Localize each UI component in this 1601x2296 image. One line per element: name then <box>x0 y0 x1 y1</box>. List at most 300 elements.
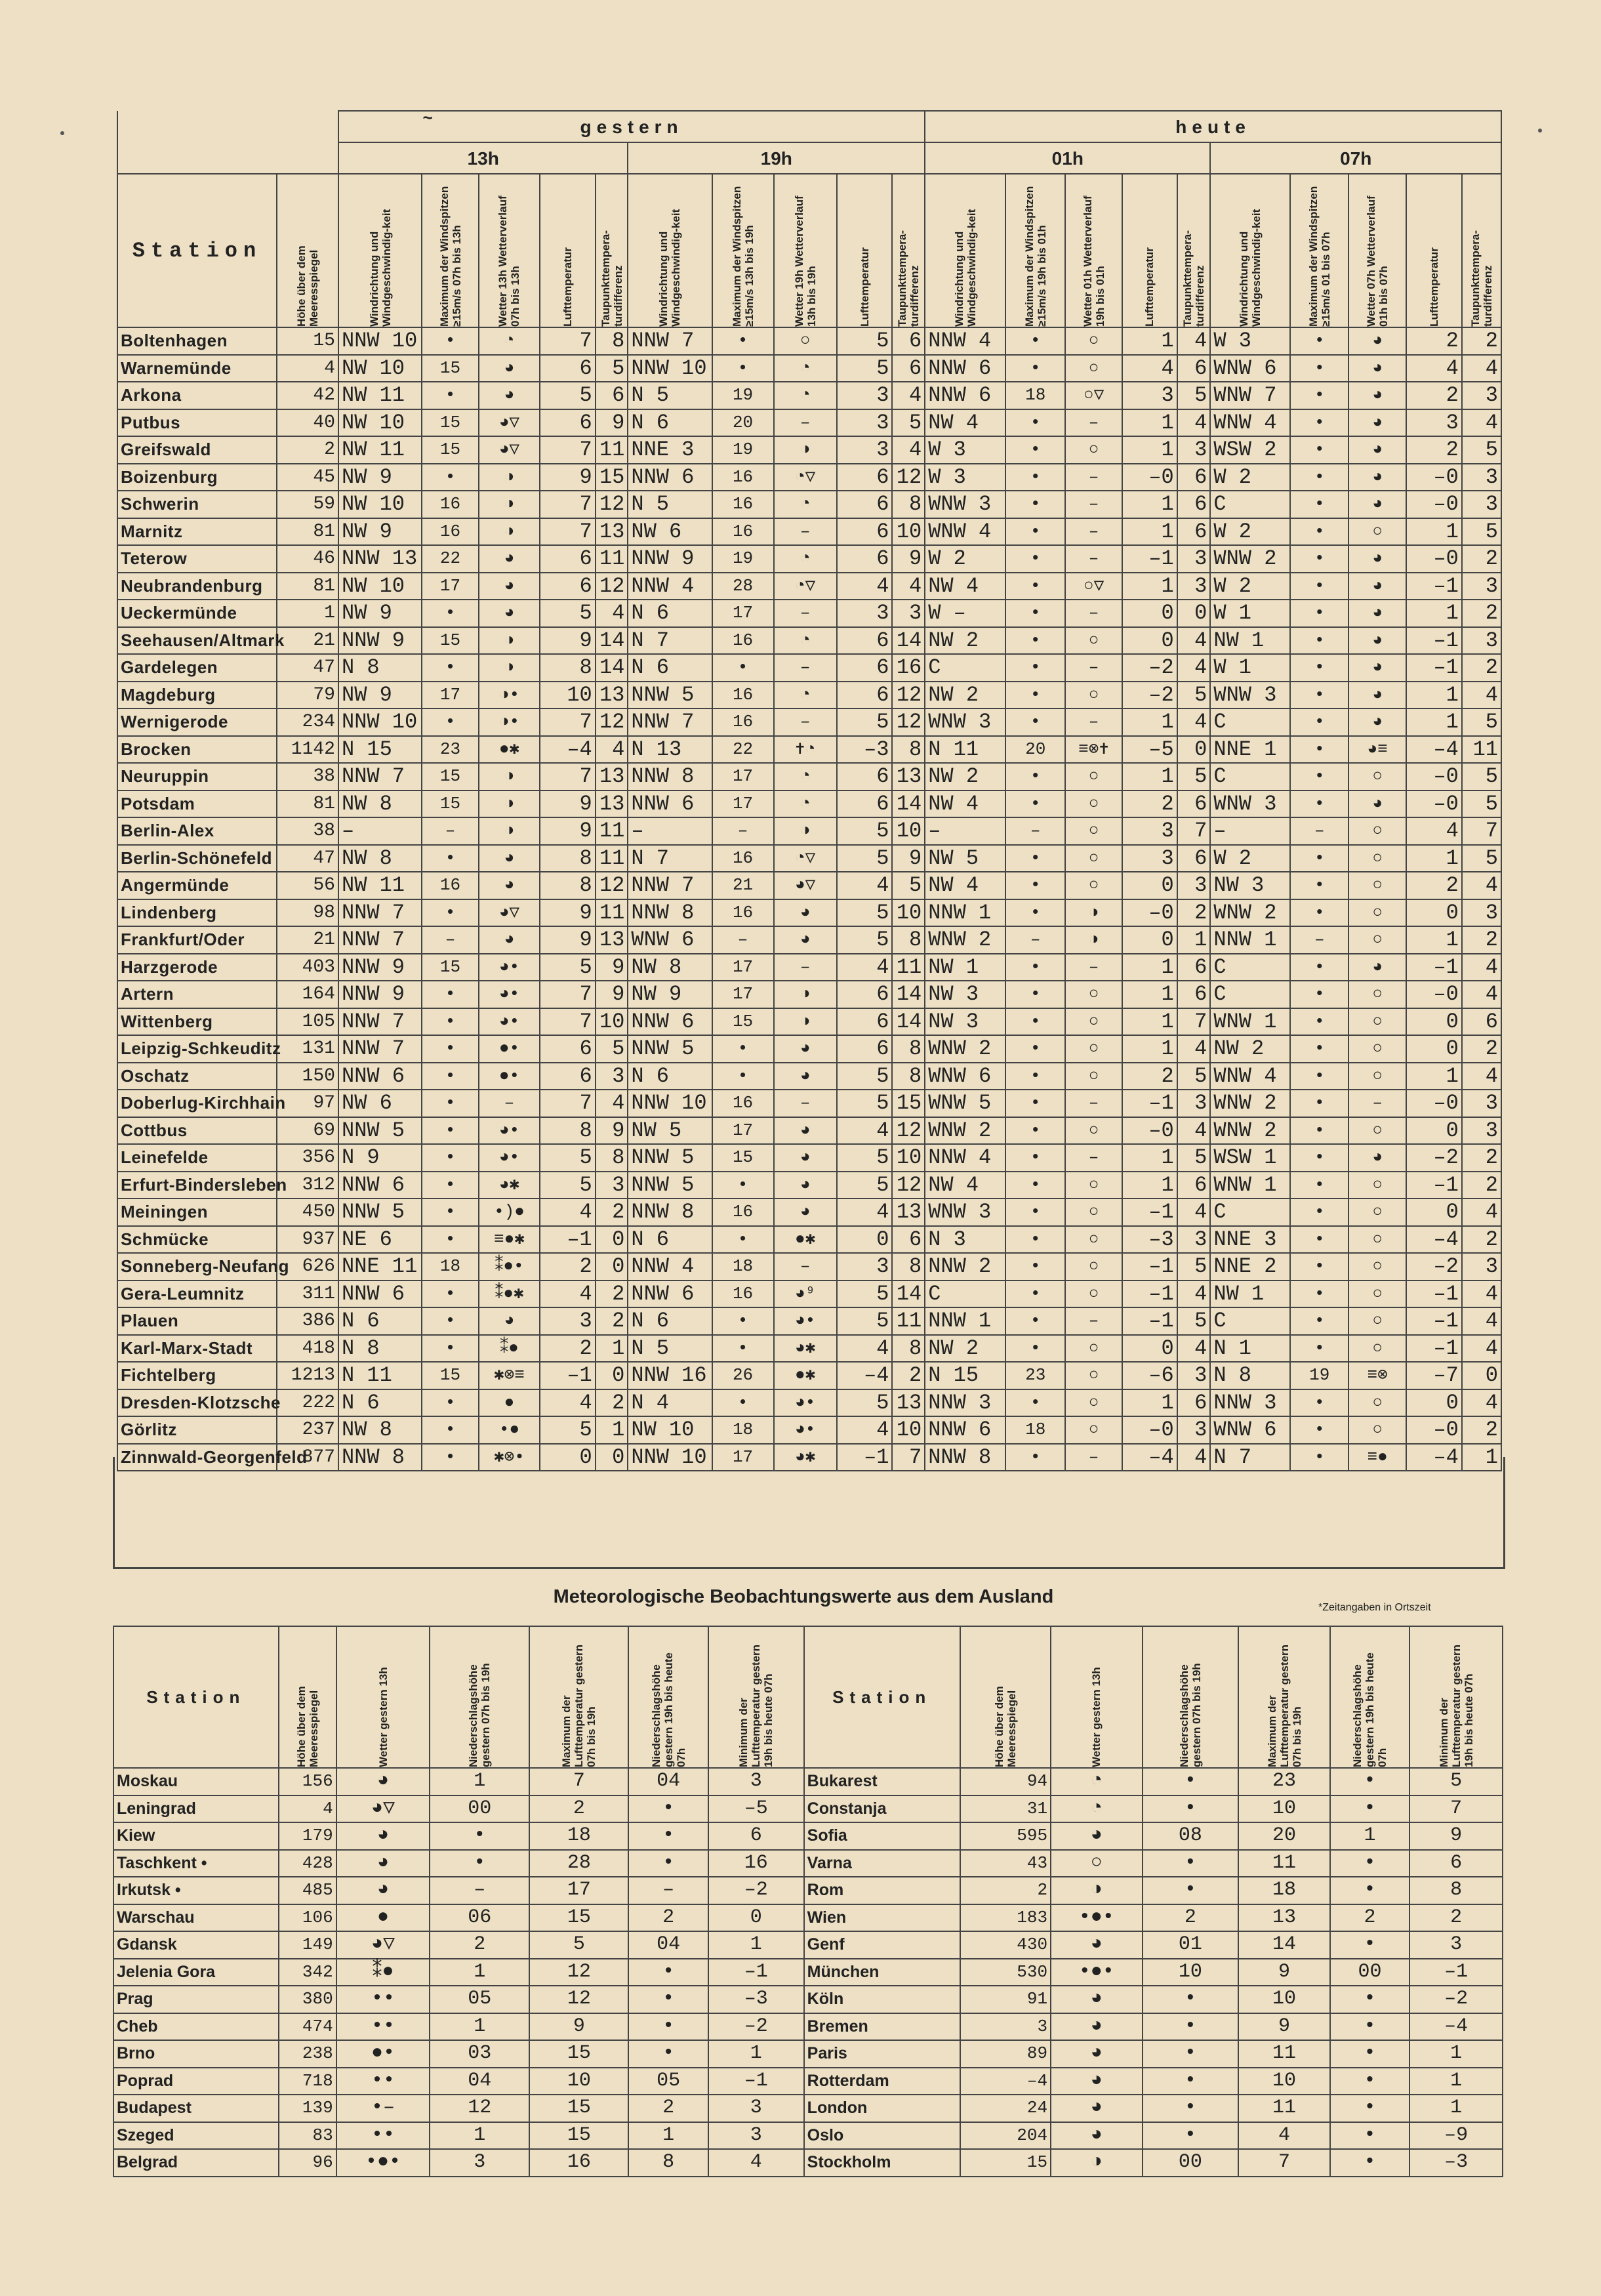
temp-cell: –0 <box>1122 1117 1177 1145</box>
dewpoint-cell: 0 <box>1177 736 1211 764</box>
ausland-precip: • <box>1143 1986 1239 2013</box>
ausland-precip: 08 <box>1143 1822 1239 1850</box>
gust-cell: • <box>1005 1063 1065 1090</box>
ausland-height: 4 <box>279 1795 336 1823</box>
weather-cell: ◕• <box>479 954 540 981</box>
dewpoint-cell: 7 <box>1462 817 1501 845</box>
weather-cell: ◕ <box>774 1117 837 1145</box>
gust-cell: • <box>422 600 479 627</box>
gust-cell: 19 <box>712 382 774 409</box>
gust-cell: • <box>1290 1035 1348 1063</box>
gust-cell: 21 <box>712 872 774 899</box>
station-height: 311 <box>277 1281 338 1308</box>
dewpoint-cell: 6 <box>1177 981 1211 1008</box>
ausland-precip: 10 <box>1143 1959 1239 1986</box>
ausland-precip: 00 <box>430 1795 529 1823</box>
ausland-height: 106 <box>279 1904 336 1932</box>
dewpoint-cell: 10 <box>892 1144 925 1172</box>
weather-cell: – <box>1065 518 1122 546</box>
dewpoint-cell: 14 <box>892 1008 925 1036</box>
ausland-min-temp: –2 <box>1409 1986 1503 2013</box>
dewpoint-cell: 11 <box>596 845 628 872</box>
ausland-precip-night: • <box>1330 1877 1410 1904</box>
temp-cell: 1 <box>1122 573 1177 600</box>
dewpoint-cell: 3 <box>1177 436 1211 464</box>
blank-area <box>113 1457 1505 1569</box>
ausland-station-name: Brno <box>113 2040 279 2068</box>
temp-cell: –1 <box>1406 627 1462 655</box>
ausland-precip-night: • <box>1330 2095 1410 2122</box>
station-height: 386 <box>277 1307 338 1335</box>
wind-cell: NNW 6 <box>925 1416 1005 1444</box>
wind-cell: N 7 <box>1210 1444 1290 1471</box>
ausland-precip-night: • <box>628 1822 708 1850</box>
station-name: Marnitz <box>117 518 277 546</box>
weather-cell: ◕ <box>479 355 540 382</box>
ausland-min-temp: 6 <box>708 1822 804 1850</box>
station-height: 1142 <box>277 736 338 764</box>
ausland-weather: •• <box>336 2068 430 2095</box>
temp-cell: 4 <box>837 573 893 600</box>
gust-cell: • <box>422 1444 479 1471</box>
gust-cell: 15 <box>422 790 479 818</box>
weather-cell: ◑ <box>479 763 540 790</box>
ausland-precip-night: • <box>1330 1850 1410 1877</box>
station-height: 40 <box>277 409 338 437</box>
ausland-height: 15 <box>960 2149 1051 2177</box>
station-height: 150 <box>277 1063 338 1090</box>
wind-cell: N 3 <box>925 1226 1005 1254</box>
gust-cell: • <box>1005 845 1065 872</box>
wind-cell: NW 1 <box>1210 627 1290 655</box>
wind-cell: NW 8 <box>338 1416 422 1444</box>
wind-cell: NNW 7 <box>338 899 422 927</box>
wind-cell: NNW 5 <box>628 1172 712 1199</box>
weather-cell: ⁑● <box>479 1335 540 1363</box>
temp-cell: –4 <box>837 1362 893 1389</box>
station-height: 356 <box>277 1144 338 1172</box>
dewpoint-cell: 6 <box>1177 845 1211 872</box>
dewpoint-cell: 2 <box>1462 1035 1501 1063</box>
temp-cell: –0 <box>1406 1090 1462 1117</box>
weather-cell: ○ <box>1065 627 1122 655</box>
table-row <box>117 790 1501 818</box>
gust-cell: 18 <box>712 1253 774 1281</box>
wind-cell: WNW 7 <box>1210 382 1290 409</box>
weather-cell: – <box>1065 600 1122 627</box>
dewpoint-cell: 4 <box>1462 1199 1501 1226</box>
temp-cell: –1 <box>1406 654 1462 682</box>
wind-cell: NW 2 <box>1210 1035 1290 1063</box>
col-header-wetter19: Wetter 19h Wetterverlauf 13h bis 19h <box>774 174 837 327</box>
ausland-max-temp: 7 <box>529 1768 628 1795</box>
gust-cell: • <box>712 1335 774 1363</box>
gust-cell: 16 <box>712 845 774 872</box>
table-row <box>117 491 1501 518</box>
gust-cell: • <box>1005 1335 1065 1363</box>
dewpoint-cell: 1 <box>1177 926 1211 954</box>
ausland-weather: ◕ <box>336 1768 430 1795</box>
ausland-max-temp: 5 <box>529 1931 628 1959</box>
station-height: 937 <box>277 1226 338 1254</box>
temp-cell: 3 <box>1122 845 1177 872</box>
station-height: 97 <box>277 1090 338 1117</box>
dewpoint-cell: 12 <box>892 1172 925 1199</box>
gust-cell: • <box>1290 355 1348 382</box>
gust-cell: • <box>1005 1307 1065 1335</box>
table-row <box>117 654 1501 682</box>
weather-cell: – <box>1065 954 1122 981</box>
station-name: Wittenberg <box>117 1008 277 1036</box>
temp-cell: –1 <box>1406 1281 1462 1308</box>
temp-cell: –0 <box>1122 464 1177 491</box>
gust-cell: • <box>1290 981 1348 1008</box>
table-row <box>113 1986 1503 2013</box>
temp-cell: –7 <box>1406 1362 1462 1389</box>
ausland-precip: 03 <box>430 2040 529 2068</box>
ausland-precip: • <box>1143 1850 1239 1877</box>
weather-cell: ○ <box>1348 1063 1406 1090</box>
weather-cell: ◕• <box>479 1008 540 1036</box>
table-row <box>117 1008 1501 1036</box>
ausland-station-name: Constanja <box>804 1795 960 1823</box>
ausland-max-temp: 9 <box>1238 2013 1329 2041</box>
temp-cell: 8 <box>540 654 596 682</box>
weather-cell: ●✱ <box>774 1226 837 1254</box>
station-height: 237 <box>277 1416 338 1444</box>
ausland-station-name: Oslo <box>804 2122 960 2150</box>
ausland-height: 31 <box>960 1795 1051 1823</box>
ausland-station-name: Köln <box>804 1986 960 2013</box>
dewpoint-cell: 4 <box>1462 409 1501 437</box>
weather-cell: ◕ <box>1348 682 1406 709</box>
weather-cell: ◕ <box>1348 436 1406 464</box>
ausland-min-temp: 3 <box>1409 1931 1503 1959</box>
wind-cell: N 9 <box>338 1144 422 1172</box>
gust-cell: • <box>1005 1281 1065 1308</box>
ausland-precip-night: • <box>628 2013 708 2041</box>
wind-cell: NNW 8 <box>628 899 712 927</box>
gust-cell: • <box>1005 708 1065 736</box>
gust-cell: • <box>1290 573 1348 600</box>
dewpoint-cell: 4 <box>1462 1281 1501 1308</box>
temp-cell: 5 <box>837 327 893 355</box>
wind-cell: N 7 <box>628 627 712 655</box>
dewpoint-cell: 12 <box>596 491 628 518</box>
wind-cell: W 3 <box>1210 327 1290 355</box>
wind-cell: C <box>1210 954 1290 981</box>
weather-cell: ◑ <box>774 1008 837 1036</box>
temp-cell: 5 <box>837 1281 893 1308</box>
wind-cell: NW 11 <box>338 436 422 464</box>
wind-cell: NNW 5 <box>628 1035 712 1063</box>
station-name: Gera-Leumnitz <box>117 1281 277 1308</box>
wind-cell: WSW 2 <box>1210 436 1290 464</box>
gestern-header: ~ gestern <box>338 111 925 142</box>
temp-cell: 1 <box>1122 981 1177 1008</box>
temp-cell: 1 <box>1122 1035 1177 1063</box>
gust-cell: 17 <box>422 682 479 709</box>
ausland-max-temp: 16 <box>529 2149 628 2177</box>
weather-cell: ○ <box>1348 1035 1406 1063</box>
table-row <box>117 627 1501 655</box>
gust-cell: 16 <box>712 708 774 736</box>
wind-cell: NNW 6 <box>338 1172 422 1199</box>
dewpoint-cell: 7 <box>1177 817 1211 845</box>
gust-cell: • <box>1290 545 1348 573</box>
weather-cell: ◔ <box>774 382 837 409</box>
heute-header: heute <box>925 111 1501 142</box>
ausland-title: Meteorologische Beobachtungswerte aus dem Ausland <box>553 1586 1054 1607</box>
temp-cell: 2 <box>540 1335 596 1363</box>
ausland-max-temp: 20 <box>1238 1822 1329 1850</box>
weather-cell: ○ <box>1065 327 1122 355</box>
table-row <box>113 1795 1503 1823</box>
station-height: 877 <box>277 1444 338 1471</box>
temp-cell: 5 <box>837 1172 893 1199</box>
weather-cell: ○ <box>1348 1307 1406 1335</box>
ausland-col-max: Maximum der Lufttemperatur gestern 07h bis 19h <box>1238 1626 1329 1768</box>
dewpoint-cell: 0 <box>596 1362 628 1389</box>
dewpoint-cell: 3 <box>1177 1090 1211 1117</box>
weather-cell: ◕• <box>479 981 540 1008</box>
table-row <box>117 899 1501 927</box>
weather-cell: – <box>1348 1090 1406 1117</box>
wind-cell: NW 2 <box>925 682 1005 709</box>
weather-cell: ○ <box>1065 682 1122 709</box>
temp-cell: –2 <box>1406 1144 1462 1172</box>
dewpoint-cell: 12 <box>892 464 925 491</box>
wind-cell: W – <box>925 600 1005 627</box>
wind-cell: NW 9 <box>338 600 422 627</box>
ausland-precip: – <box>430 1877 529 1904</box>
gust-cell: • <box>422 1335 479 1363</box>
gust-cell: 15 <box>422 436 479 464</box>
dewpoint-cell: 6 <box>596 382 628 409</box>
temp-cell: 5 <box>837 899 893 927</box>
ausland-height: 342 <box>279 1959 336 1986</box>
time-19h: 19h <box>628 142 925 174</box>
wind-cell: NNW 9 <box>628 545 712 573</box>
wind-cell: WNW 3 <box>925 1199 1005 1226</box>
dewpoint-cell: 4 <box>1177 654 1211 682</box>
table-row <box>113 2040 1503 2068</box>
ausland-weather: ◕ <box>1051 2040 1142 2068</box>
gust-cell: • <box>1005 464 1065 491</box>
temp-cell: –1 <box>1406 954 1462 981</box>
col-header-wind: Windrichtung und Windgeschwindig-keit <box>1210 174 1290 327</box>
gust-cell: 19 <box>712 436 774 464</box>
ausland-max-temp: 18 <box>1238 1877 1329 1904</box>
gust-cell: • <box>1290 1416 1348 1444</box>
ausland-weather: ◕ <box>336 1822 430 1850</box>
station-name: Frankfurt/Oder <box>117 926 277 954</box>
wind-cell: WNW 4 <box>1210 409 1290 437</box>
dewpoint-cell: 5 <box>1177 1144 1211 1172</box>
dewpoint-cell: 3 <box>1462 464 1501 491</box>
weather-cell: ◔▽ <box>774 845 837 872</box>
table-row <box>117 1335 1501 1363</box>
dewpoint-cell: 1 <box>1462 1444 1501 1471</box>
ausland-max-temp: 17 <box>529 1877 628 1904</box>
ausland-precip-night: • <box>628 1986 708 2013</box>
temp-cell: 2 <box>1122 790 1177 818</box>
temp-cell: 6 <box>540 1063 596 1090</box>
dewpoint-cell: 13 <box>892 1199 925 1226</box>
ausland-precip-night: • <box>1330 1768 1410 1795</box>
dewpoint-cell: 8 <box>892 736 925 764</box>
dewpoint-cell: 4 <box>596 736 628 764</box>
ausland-weather: •●• <box>1051 1904 1142 1932</box>
station-name: Zinnwald-Georgenfeld <box>117 1444 277 1471</box>
temp-cell: 9 <box>540 790 596 818</box>
ausland-table <box>113 1626 1503 2177</box>
ausland-precip: • <box>430 1850 529 1877</box>
gust-cell: • <box>712 1307 774 1335</box>
dewpoint-cell: 5 <box>892 409 925 437</box>
temp-cell: 7 <box>540 1008 596 1036</box>
table-row <box>117 1362 1501 1389</box>
weather-cell: – <box>774 1090 837 1117</box>
wind-cell: W 2 <box>1210 845 1290 872</box>
gust-cell: • <box>1290 409 1348 437</box>
col-header-luft: Lufttemperatur <box>1122 174 1177 327</box>
temp-cell: –1 <box>1406 1307 1462 1335</box>
wind-cell: NW 9 <box>338 464 422 491</box>
ausland-max-temp: 18 <box>529 1822 628 1850</box>
weather-cell: ◔ <box>774 763 837 790</box>
gust-cell: • <box>1005 654 1065 682</box>
ausland-precip-night: 2 <box>1330 1904 1410 1932</box>
gust-cell: 17 <box>712 954 774 981</box>
wind-cell: N 5 <box>628 1335 712 1363</box>
wind-cell: NW 5 <box>925 845 1005 872</box>
dewpoint-cell: 5 <box>1462 436 1501 464</box>
weather-cell: ○ <box>1348 1253 1406 1281</box>
dewpoint-cell: 4 <box>1462 1335 1501 1363</box>
col-header-taupunkt: Taupunkttempera-turdifferenz <box>1177 174 1211 327</box>
gust-cell: 18 <box>422 1253 479 1281</box>
weather-cell: ○ <box>1348 1117 1406 1145</box>
temp-cell: 5 <box>837 708 893 736</box>
gust-cell: • <box>1290 1008 1348 1036</box>
wind-cell: NNW 7 <box>628 708 712 736</box>
weather-cell: ○ <box>1065 1117 1122 1145</box>
gust-cell: 17 <box>712 1117 774 1145</box>
dewpoint-cell: 5 <box>1462 708 1501 736</box>
weather-cell: ◕ <box>774 1144 837 1172</box>
dewpoint-cell: 3 <box>1177 872 1211 899</box>
dewpoint-cell: 4 <box>596 600 628 627</box>
wind-cell: W 1 <box>1210 600 1290 627</box>
dewpoint-cell: 2 <box>1462 1226 1501 1254</box>
col-header-taupunkt: Taupunkttempera-turdifferenz <box>1462 174 1501 327</box>
weather-cell: ○ <box>1348 1281 1406 1308</box>
dewpoint-cell: 5 <box>1462 763 1501 790</box>
temp-cell: 7 <box>540 518 596 546</box>
ausland-weather: ◕ <box>1051 2013 1142 2041</box>
ausland-precip-night: • <box>628 1850 708 1877</box>
gust-cell: 17 <box>712 981 774 1008</box>
ausland-station-name: Paris <box>804 2040 960 2068</box>
temp-cell: –1 <box>1122 545 1177 573</box>
gust-cell: • <box>1005 1117 1065 1145</box>
ausland-max-temp: 15 <box>529 2095 628 2122</box>
wind-cell: – <box>925 817 1005 845</box>
temp-cell: 6 <box>540 1035 596 1063</box>
weather-cell: ○ <box>1065 790 1122 818</box>
ausland-precip-night: • <box>1330 1986 1410 2013</box>
dewpoint-cell: 13 <box>596 763 628 790</box>
wind-cell: NW 10 <box>338 409 422 437</box>
wind-cell: WNW 6 <box>1210 355 1290 382</box>
wind-cell: WNW 6 <box>628 926 712 954</box>
gust-cell: • <box>1005 1144 1065 1172</box>
ausland-weather: ⁑● <box>336 1959 430 1986</box>
ausland-station-name: Wien <box>804 1904 960 1932</box>
weather-cell: – <box>774 1253 837 1281</box>
ausland-precip: 12 <box>430 2095 529 2122</box>
gust-cell: • <box>422 1008 479 1036</box>
weather-cell: ○▽ <box>1065 382 1122 409</box>
gust-cell: • <box>1290 327 1348 355</box>
temp-cell: 6 <box>837 790 893 818</box>
dewpoint-cell: 4 <box>1177 409 1211 437</box>
ausland-max-temp: 23 <box>1238 1768 1329 1795</box>
wind-cell: N 6 <box>628 600 712 627</box>
wind-cell: NNW 1 <box>925 1307 1005 1335</box>
station-height: 46 <box>277 545 338 573</box>
gust-cell: 19 <box>1290 1362 1348 1389</box>
station-height: 1213 <box>277 1362 338 1389</box>
ausland-max-temp: 12 <box>529 1959 628 1986</box>
ausland-col-max: Maximum der Lufttemperatur gestern 07h bis 19h <box>529 1626 628 1768</box>
weather-cell: ≡●✱ <box>479 1226 540 1254</box>
ausland-max-temp: 11 <box>1238 2040 1329 2068</box>
wind-cell: NNW 8 <box>338 1444 422 1471</box>
weather-cell: ◕ <box>479 872 540 899</box>
weather-cell: ◕ <box>1348 790 1406 818</box>
ausland-min-temp: 1 <box>1409 2095 1503 2122</box>
ausland-station-name: Cheb <box>113 2013 279 2041</box>
dewpoint-cell: 3 <box>1177 1226 1211 1254</box>
ausland-min-temp: 16 <box>708 1850 804 1877</box>
wind-cell: NW 5 <box>628 1117 712 1145</box>
temp-cell: –4 <box>1122 1444 1177 1471</box>
dewpoint-cell: 11 <box>596 817 628 845</box>
temp-cell: –0 <box>1406 545 1462 573</box>
table-row <box>117 845 1501 872</box>
dewpoint-cell: 5 <box>1177 1307 1211 1335</box>
dewpoint-cell: 13 <box>596 926 628 954</box>
weather-cell: – <box>1065 1444 1122 1471</box>
wind-cell: C <box>1210 1199 1290 1226</box>
wind-cell: W 2 <box>1210 573 1290 600</box>
wind-cell: NW 1 <box>925 954 1005 981</box>
dewpoint-cell: 2 <box>1462 600 1501 627</box>
ausland-min-temp: –1 <box>1409 1959 1503 1986</box>
temp-cell: 1 <box>1406 1063 1462 1090</box>
ausland-precip-night: • <box>1330 2013 1410 2041</box>
gust-cell: 16 <box>422 491 479 518</box>
dewpoint-cell: 10 <box>892 899 925 927</box>
col-header-max13: Maximum der Windspitzen ≥15m/s 07h bis 13h <box>422 174 479 327</box>
temp-cell: 7 <box>540 981 596 1008</box>
gust-cell: 15 <box>422 763 479 790</box>
gust-cell: 15 <box>422 627 479 655</box>
gust-cell: • <box>1290 1117 1348 1145</box>
station-name: Brocken <box>117 736 277 764</box>
